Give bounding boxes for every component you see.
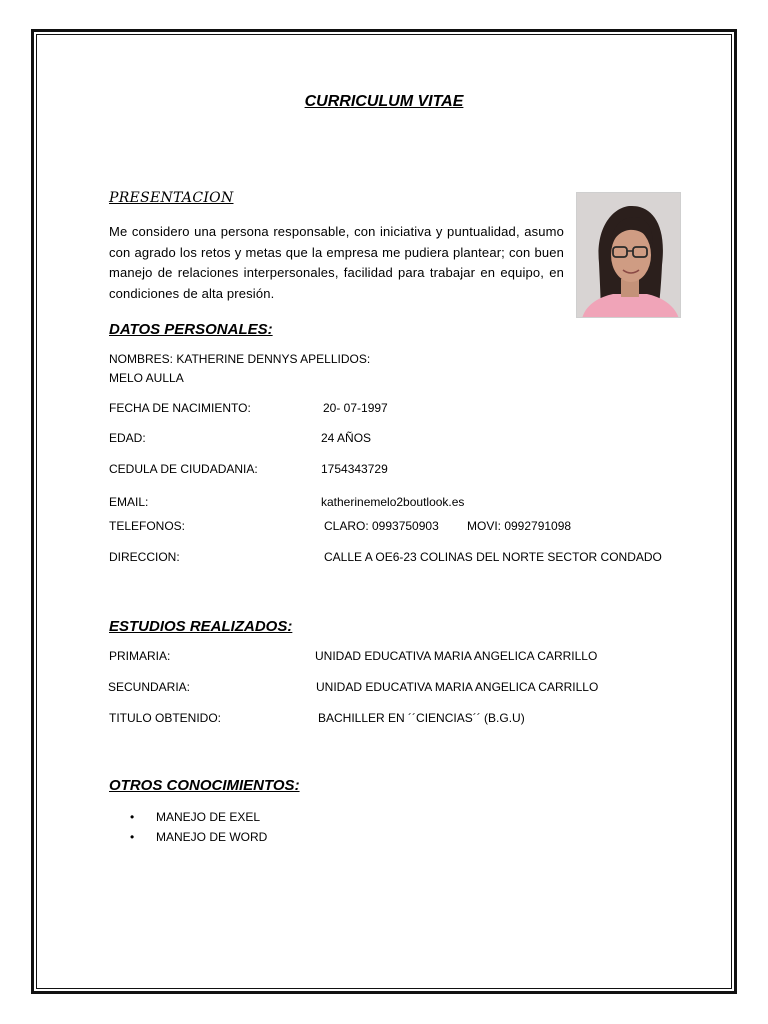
email-value: katherinemelo2boutlook.es (321, 495, 465, 509)
cedula-label: CEDULA DE CIUDADANIA: (109, 462, 258, 476)
estudios-heading: ESTUDIOS REALIZADOS: (109, 618, 293, 635)
edad-label: EDAD: (109, 431, 146, 445)
nombres-line-1: NOMBRES: KATHERINE DENNYS APELLIDOS: (109, 352, 371, 366)
secundaria-value: UNIDAD EDUCATIVA MARIA ANGELICA CARRILLO (316, 680, 599, 694)
page-border-inner (36, 34, 732, 989)
fecha-label: FECHA DE NACIMIENTO: (109, 401, 251, 415)
titulo-label: TITULO OBTENIDO: (109, 711, 222, 725)
list-item (130, 830, 267, 844)
datos-heading: DATOS PERSONALES: (109, 321, 273, 338)
primaria-value: UNIDAD EDUCATIVA MARIA ANGELICA CARRILLO (315, 649, 598, 663)
otros-heading: OTROS CONOCIMIENTOS: (109, 777, 300, 794)
cedula-value: 1754343729 (321, 462, 388, 476)
list-item (130, 810, 260, 824)
direccion-label: DIRECCION: (109, 550, 180, 564)
email-label: EMAIL: (109, 495, 149, 509)
primaria-label: PRIMARIA: (109, 649, 171, 663)
bullet-icon: • (130, 830, 135, 844)
fecha-value: 20- 07-1997 (323, 401, 388, 415)
document-title: CURRICULUM VITAE (304, 93, 464, 110)
secundaria-label: SECUNDARIA: (108, 680, 191, 694)
nombres-line-2: MELO AULLA (109, 371, 184, 385)
bullet-icon: • (130, 810, 135, 824)
presentacion-text: Me considero una persona responsable, con iniciativa y puntualidad, asumo con agrado los retos y metas que la empresa me pudiera plantear; con buen manejo de relaciones interpersonales, facilidad para trabajar en equipo, en condiciones de alta presión. (109, 224, 564, 301)
presentacion-heading: PRESENTACION (109, 190, 234, 206)
telefono-movi: MOVI: 0992791098 (467, 519, 572, 533)
titulo-value: BACHILLER EN ´´CIENCIAS´´ (B.G.U) (318, 711, 525, 725)
edad-value: 24 AÑOS (321, 431, 372, 445)
list-item-label: MANEJO DE WORD (156, 830, 268, 844)
list-item-label: MANEJO DE EXEL (156, 810, 261, 824)
telefono-claro: CLARO: 0993750903 (324, 519, 439, 533)
telefonos-label: TELEFONOS: (109, 519, 186, 533)
profile-photo (576, 192, 681, 318)
direccion-value: CALLE A OE6-23 COLINAS DEL NORTE SECTOR CONDADO (324, 550, 662, 564)
